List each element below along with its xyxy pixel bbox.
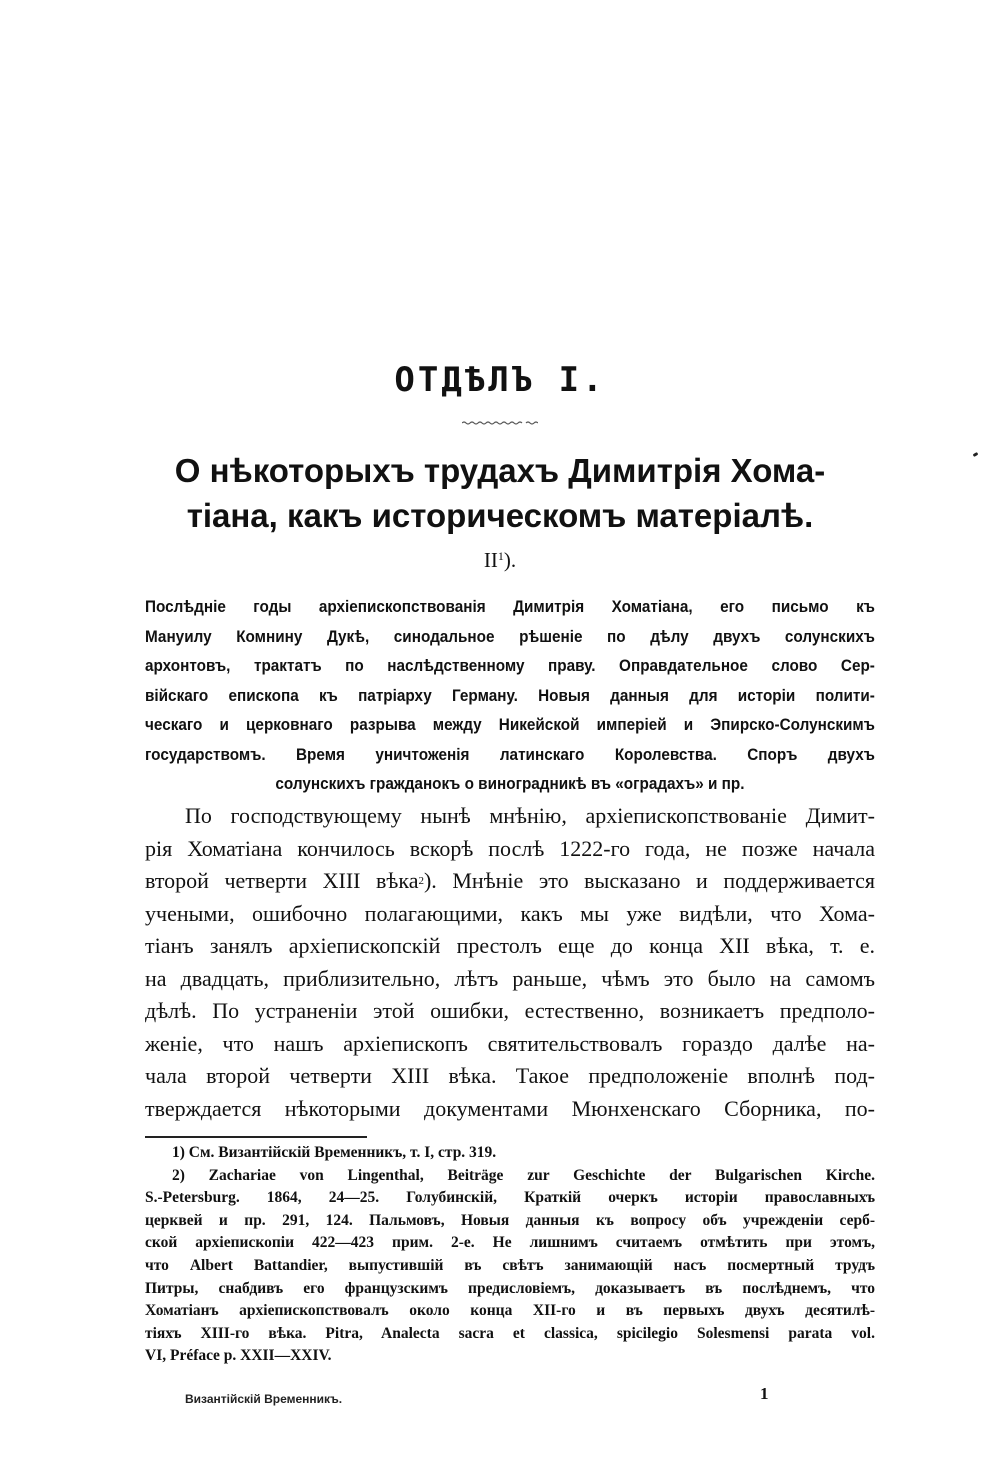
footnote-line: тіяхъ XIII-го вѣка. Pitra, Analecta sacra et classica, spicilegio Solesmensi parata vol. <box>145 1324 875 1342</box>
footnote-line: 2) Zachariae von Lingenthal, Beiträge zur Geschichte der Bulgarischen Kirche. <box>172 1166 875 1184</box>
footnote-line: что Albert Battandier, выпустившій въ свѣтъ занимающій насъ посмертный трудъ <box>145 1256 875 1274</box>
footnote-line: Хоматіанъ архіепископствовалъ около конца XII-го и въ первыхъ двухъ десятилѣ- <box>145 1302 875 1320</box>
footnote-line: VI, Préface p. XXII—XXIV. <box>145 1347 332 1365</box>
footnote-line: Питры, снабдивъ его французскимъ предисловіемъ, доказываетъ въ послѣднемъ, что <box>145 1279 875 1297</box>
summary-line: государствомъ. Время уничтоженія латинскаго Королевства. Споръ двухъ <box>145 744 875 764</box>
body-paragraph <box>145 800 875 1125</box>
journal-signature: Византійскій Временникъ. <box>185 1392 343 1406</box>
summary-line: Мануилу Комнину Дукѣ, синодальное рѣшеніе по дѣлу двухъ солунскихъ <box>145 626 875 646</box>
body-line-part: второй четверти XIII вѣка <box>145 868 419 893</box>
article-title <box>130 448 870 538</box>
part-number-suffix: ). <box>503 548 517 572</box>
body-line: дѣлѣ. По устраненіи этой ошибки, естественно, возникаетъ предполо- <box>145 998 875 1023</box>
summary-line: Послѣдніе годы архіепископствованія Димитрія Хоматіана, его письмо къ <box>145 597 875 616</box>
scan-speck <box>973 452 979 457</box>
body-line: учеными, ошибочно полагающими, какъ мы уже видѣли, что Хома- <box>145 900 875 926</box>
summary-line: солунскихъ гражданокъ о виноградникѣ въ «оградахъ» и пр. <box>275 774 745 793</box>
body-line-part: ). Мнѣніе это высказано и поддерживается <box>423 868 875 893</box>
footnote-line: церквей и пр. 291, 124. Пальмовъ, Новыя данныя къ вопросу объ учрежденіи серб- <box>145 1211 875 1229</box>
footnote-ref[interactable]: 1 <box>497 549 504 563</box>
summary-line: архонтовъ, трактатъ по наслѣдственному праву. Оправдательное слово Сер- <box>145 656 875 675</box>
page-number: 1 <box>760 1384 769 1403</box>
body-line: По господствующему нынѣ мнѣнію, архіепископствованіе Димит- <box>185 803 875 828</box>
body-line: на двадцать, приблизительно, лѣтъ раньше, чѣмъ это было на самомъ <box>145 965 875 991</box>
part-number <box>0 548 1000 573</box>
body-line: рія Хоматіана кончилось вскорѣ послѣ 1222-го года, не позже начала <box>145 835 875 861</box>
section-heading: ОТДѢЛЪ I. <box>394 360 606 400</box>
footnote-line: ской архіепископіи 422—423 прим. 2-е. Не лишнимъ считаемъ отмѣтить при этомъ, <box>145 1234 875 1252</box>
footnotes <box>145 1142 875 1368</box>
body-line: тіанъ занялъ архіепископскій престолъ еще до конца XII вѣка, т. е. <box>145 933 875 958</box>
body-line: тверждается нѣкоторыми документами Мюнхенскаго Сборника, по- <box>145 1095 875 1121</box>
footnote-line: S.-Petersburg. 1864, 24—25. Голубинскій, Краткій очеркъ исторіи православныхъ <box>145 1189 875 1207</box>
summary-line: ческаго и церковнаго разрыва между Никейской имперіей и Эпирско-Солунскимъ <box>145 715 875 734</box>
article-title-line: О нѣкоторыхъ трудахъ Димитрія Хома- <box>174 452 826 489</box>
footnote-line: 1) См. Византійскій Временникъ, т. I, стр. 319. <box>172 1144 497 1161</box>
article-summary <box>145 592 875 799</box>
article-title-line: тіана, какъ историческомъ матеріалѣ. <box>186 497 814 534</box>
body-line <box>145 865 875 898</box>
footnote-divider <box>145 1136 367 1138</box>
body-line: чала второй четверти XIII вѣка. Такое предположеніе вполнѣ под- <box>145 1063 875 1088</box>
summary-line: війскаго епископа къ патріарху Герману. Новыя данныя для исторіи полити- <box>145 685 875 705</box>
ornament-divider <box>462 420 538 426</box>
part-number-text: II <box>483 548 498 572</box>
footnote-ref[interactable]: 2 <box>418 875 424 887</box>
body-line: женіе, что нашъ архіепископъ святительствовалъ гораздо далѣе на- <box>145 1030 875 1056</box>
